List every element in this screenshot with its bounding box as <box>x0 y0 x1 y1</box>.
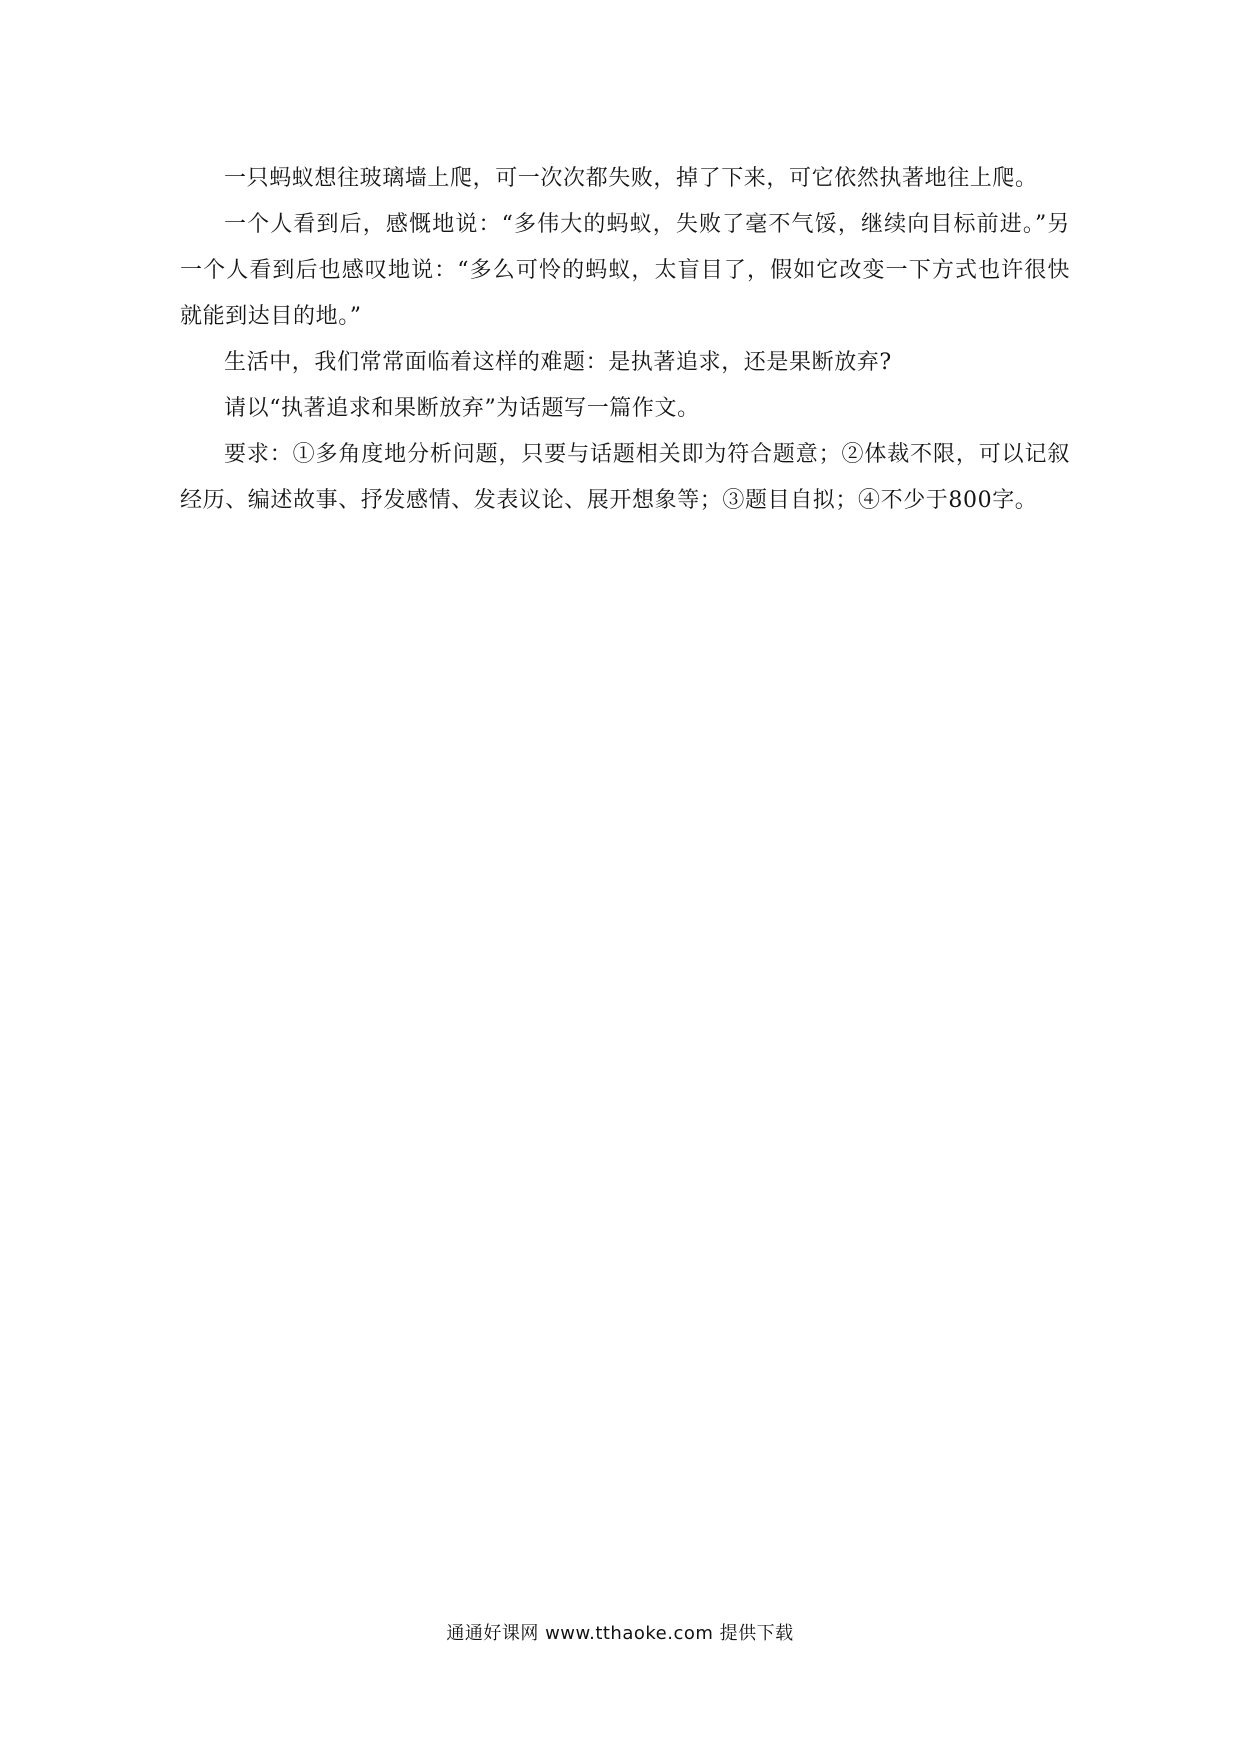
paragraph-topic: 请以“执著追求和果断放弃”为话题写一篇作文。 <box>224 396 700 421</box>
paragraph-two-views: 一个人看到后，感慨地说：“多伟大的蚂蚁，失败了毫不气馁，继续向目标前进。”另一个人看到后也感叹地说：“多么可怜的蚂蚁，太盲目了，假如它改变一下方式也许很快就能到达目的地。” <box>180 212 1070 329</box>
paragraph-dilemma: 生活中，我们常常面临着这样的难题：是执著追求，还是果断放弃? <box>224 350 892 375</box>
page-footer: 通通好课网 www.tthaoke.com 提供下载 <box>446 1623 794 1644</box>
paragraph-requirements: 要求：①多角度地分析问题，只要与话题相关即为符合题意；②体裁不限，可以记叙经历、编述故事、抒发感情、发表议论、展开想象等；③题目自拟；④不少于800字。 <box>180 442 1070 513</box>
essay-prompt <box>180 156 1070 524</box>
paragraph-ant-story: 一只蚂蚁想往玻璃墙上爬，可一次次都失败，掉了下来，可它依然执著地往上爬。 <box>224 166 1038 191</box>
